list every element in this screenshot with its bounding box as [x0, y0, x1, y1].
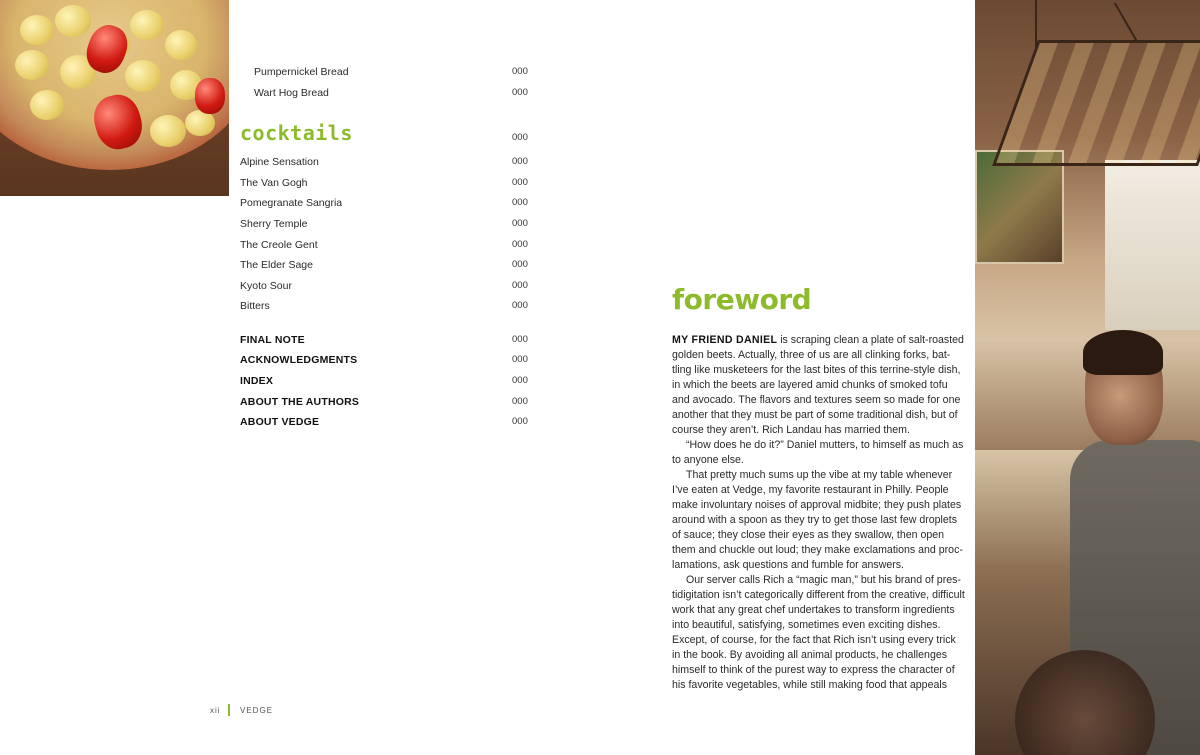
foreword-lead-in: MY FRIEND DANIEL [672, 334, 778, 346]
toc-entry-label: Pumpernickel Bread [254, 66, 349, 78]
toc-entry-page: 000 [512, 280, 528, 291]
toc-entry-page: 000 [512, 354, 528, 365]
foreword-line: around with a spoon as they try to get those last few droplets [672, 514, 958, 526]
toc-entry-page: 000 [512, 66, 528, 77]
toc-entry-page: 000 [512, 416, 528, 427]
window [1105, 160, 1200, 330]
foreword-line: lamations, ask questions and fumble for answers. [672, 559, 905, 571]
foreword-line: tling like musketeers for the last bites of this terrine-style dish, [672, 364, 961, 376]
toc-entry-label: Sherry Temple [240, 218, 308, 230]
foreword-line: in the book. By avoiding all animal products, he challenges [672, 649, 948, 661]
foreword-line: tidigitation isn’t categorically different from the creative, difficult [672, 589, 965, 601]
foreword-body [672, 333, 965, 693]
foreword-line: I’ve eaten at Vedge, my favorite restaurant in Philly. People [672, 484, 949, 496]
toc-entry-label: The Creole Gent [240, 239, 318, 251]
foreword-line: himself to think of the purest way to express the character of [672, 664, 955, 676]
foreword-line: in which the beets are layered amid chunks of smoked tofu [672, 379, 948, 391]
foreword-title: foreword [672, 283, 812, 316]
toc-entry-label: ACKNOWLEDGMENTS [240, 354, 358, 366]
foreword-line: to anyone else. [672, 454, 744, 466]
foreword-line: and avocado. The flavors and textures seem so made for one [672, 394, 961, 406]
toc-entry-page: 000 [512, 239, 528, 250]
toc-entry-label: The Van Gogh [240, 177, 308, 189]
foreword-line: another that they must be part of some traditional dish, but of [672, 409, 958, 421]
toc-entry-page: 000 [512, 300, 528, 311]
toc-entry-label: The Elder Sage [240, 259, 313, 271]
foreword-line: his favorite vegetables, while still making food that appeals [672, 679, 948, 691]
toc-entry-page: 000 [512, 197, 528, 208]
toc-entry-page: 000 [512, 375, 528, 386]
toc-entry-label: ABOUT VEDGE [240, 416, 320, 428]
foreword-line: them and chuckle out loud; they make exclamations and proc- [672, 544, 963, 556]
restaurant-photo [975, 0, 1200, 755]
foreword-line: into beautiful, satisfying, sometimes even exciting dishes. [672, 619, 941, 631]
foreword-line: That pretty much sums up the vibe at my table whenever [686, 469, 953, 481]
foreword-line: MY FRIEND DANIEL is scraping clean a plate of salt-roasted [672, 334, 964, 346]
foreword-line: course they aren’t. Rich Landau has married them. [672, 424, 910, 436]
foreword-line: make involuntary noises of approval midbite; they push plates [672, 499, 962, 511]
foreword-line: Except, of course, for the fact that Rich isn’t using every trick [672, 634, 956, 646]
foreword-line: of sauce; they close their eyes as they swallow, then open [672, 529, 945, 541]
foreword-line: work that any great chef undertakes to transform ingredients [672, 604, 955, 616]
person-hair [1083, 330, 1163, 375]
toc-entry-page: 000 [512, 396, 528, 407]
toc-entry-page: 000 [512, 177, 528, 188]
pendant-lamp [992, 40, 1200, 166]
foreword-line: Our server calls Rich a “magic man,” but his brand of pres- [686, 574, 961, 586]
toc-entry-page: 000 [512, 156, 528, 167]
toc-section-heading-cocktails[interactable]: cocktails [240, 121, 353, 145]
toc-entry-label: INDEX [240, 375, 274, 387]
toc-entry-page: 000 [512, 218, 528, 229]
footer-running-head: VEDGE [240, 706, 274, 715]
wall-art [975, 150, 1064, 264]
toc-entry-page: 000 [512, 87, 528, 98]
footer-page-number: xii [210, 706, 221, 715]
toc-entry-page: 000 [512, 259, 528, 270]
footer-divider [228, 704, 230, 716]
foreword-line: golden beets. Actually, three of us are all clinking forks, bat- [672, 349, 951, 361]
toc-entry-label: Kyoto Sour [240, 280, 292, 292]
toc-section-page: 000 [512, 132, 528, 143]
toc-entry-page: 000 [512, 334, 528, 345]
food-photo-bowl [0, 0, 229, 196]
toc-entry-label: ABOUT THE AUTHORS [240, 396, 360, 408]
foreword-line: “How does he do it?” Daniel mutters, to himself as much as [686, 439, 964, 451]
toc-entry-label: FINAL NOTE [240, 334, 305, 346]
toc-entry-label: Pomegranate Sangria [240, 197, 343, 209]
toc-entry-label: Alpine Sensation [240, 156, 319, 168]
toc-entry-label: Bitters [240, 300, 270, 312]
toc-entry-label: Wart Hog Bread [254, 87, 329, 99]
